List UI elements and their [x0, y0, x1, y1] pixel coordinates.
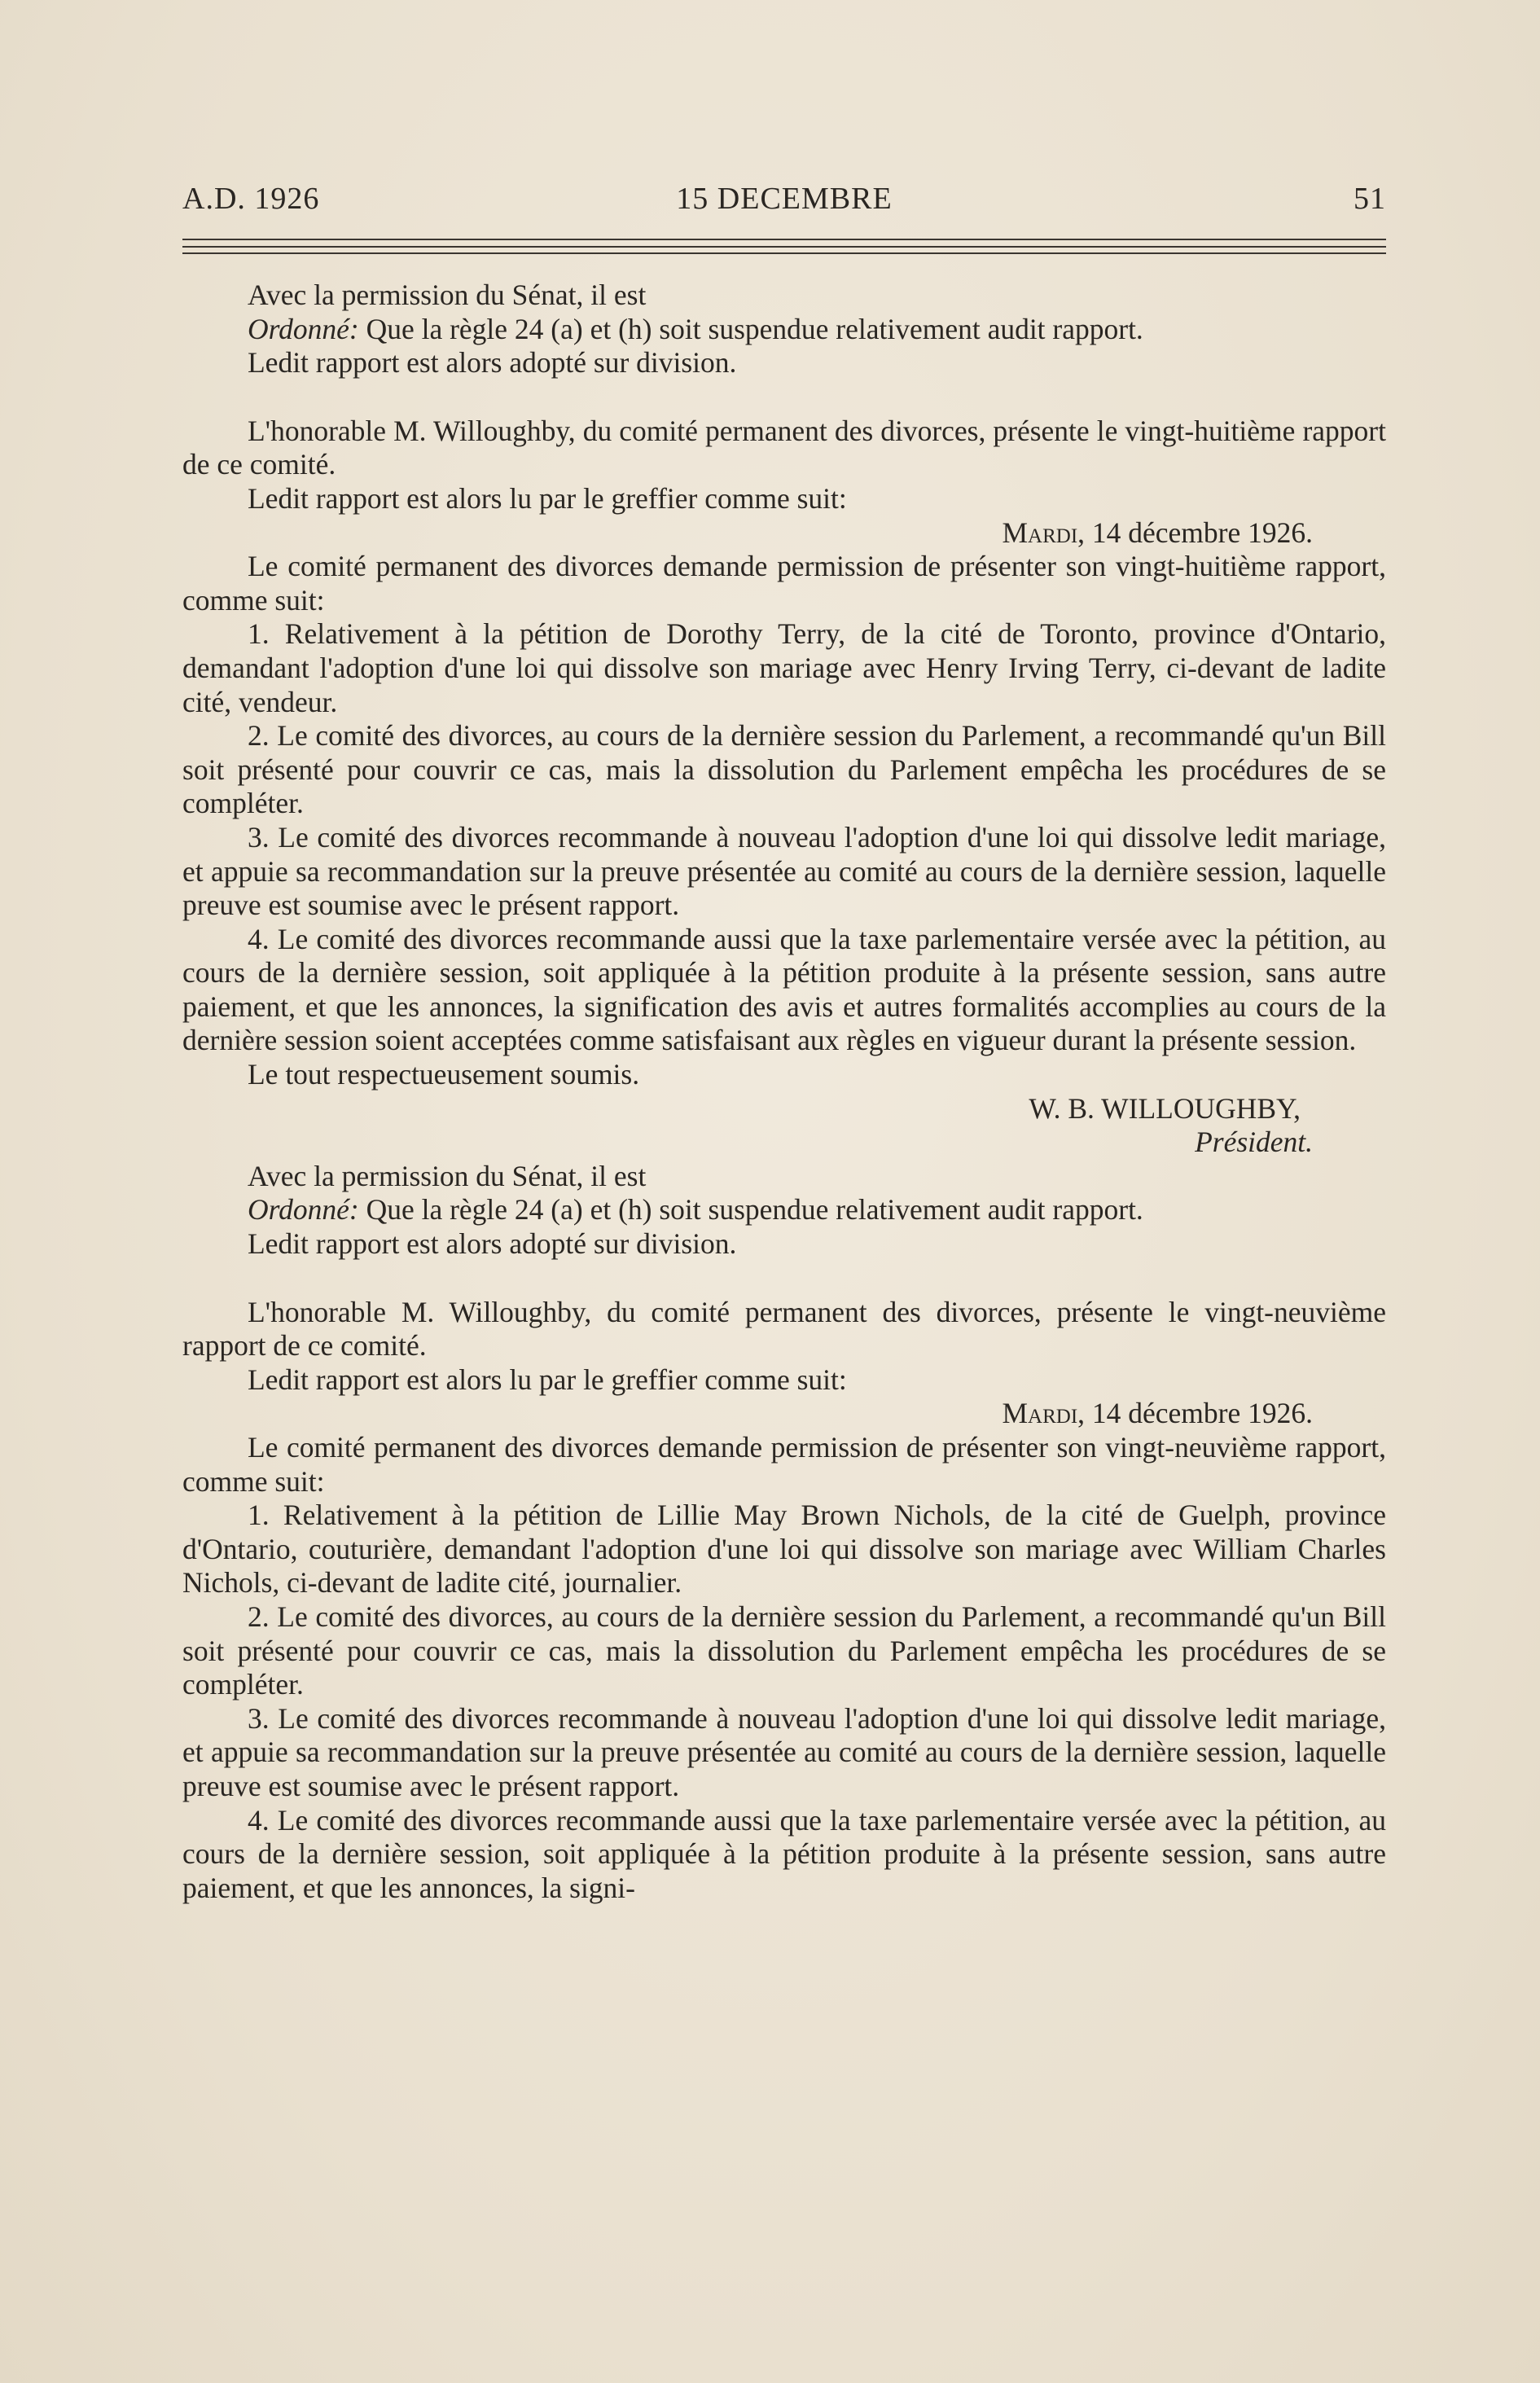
- signature-title: Président.: [1195, 1126, 1313, 1159]
- paragraph: L'honorable M. Willoughby, du comité permanent des divorces, présente le vingt-huitième rapport de ce comité.: [182, 414, 1386, 481]
- paragraph: Ledit rapport est alors lu par le greffier comme suit:: [248, 1363, 847, 1396]
- header-rule: [182, 246, 1386, 248]
- header-page-number: 51: [1354, 182, 1386, 216]
- report-item: 3. Le comité des divorces recommande à nouveau l'adoption d'une loi qui dissolve ledit mariage, et appuie sa recommandation sur la preuve présentée au comité au cours de la dernière session, laquelle preuve est soumise avec le présent rapport.: [182, 1701, 1386, 1802]
- report-date-rest: , 14 décembre 1926.: [1077, 1397, 1313, 1430]
- report-item: 4. Le comité des divorces recommande aussi que la taxe parlementaire versée avec la pétition, au cours de la dernière session, soit appliquée à la pétition produite à la présente session, sans autre paiement, et que les annonces, la signification des avis et autres formalités accomplies au cours de la dernière session soient acceptées comme satisfaisant aux règles en vigueur durant la présente session.: [182, 922, 1386, 1057]
- report-item: 2. Le comité des divorces, au cours de la dernière session du Parlement, a recommandé qu'un Bill soit présenté pour couvrir ce cas, mais la dissolution du Parlement empêcha les procédures de se compléter.: [182, 1600, 1386, 1701]
- report-item: 1. Relativement à la pétition de Dorothy Terry, de la cité de Toronto, province d'Ontario, demandant l'adoption d'une loi qui dissolve son mariage avec Henry Irving Terry, ci-devant de ladite cité, vendeur.: [182, 617, 1386, 718]
- report-item: 4. Le comité des divorces recommande aussi que la taxe parlementaire versée avec la pétition, au cours de la dernière session, soit appliquée à la pétition produite à la présente session, sans autre paiement, et que les annonces, la signi-: [182, 1803, 1386, 1904]
- ordonne-text: Que la règle 24 (a) et (h) soit suspendue relativement audit rapport.: [358, 1193, 1143, 1227]
- page-header: [182, 181, 1386, 222]
- paragraph: Avec la permission du Sénat, il est: [248, 279, 647, 311]
- ordonne-label: Ordonné:: [248, 1193, 359, 1227]
- report-date-day: Mardi: [1002, 1397, 1078, 1430]
- ordonne-text: Que la règle 24 (a) et (h) soit suspendue relativement audit rapport.: [358, 312, 1143, 345]
- paragraph: Le comité permanent des divorces demande permission de présenter son vingt-huitième rapport, comme suit:: [182, 550, 1386, 617]
- report-date-rest: , 14 décembre 1926.: [1077, 516, 1313, 549]
- paragraph: [182, 313, 1386, 347]
- signature-name: W. B. WILLOUGHBY,: [1029, 1091, 1301, 1125]
- document-body: [182, 279, 1386, 1905]
- report-date-day: Mardi: [1002, 516, 1078, 549]
- report-date: [182, 1397, 1386, 1431]
- paragraph: Ledit rapport est alors adopté sur division.: [248, 1227, 737, 1261]
- paragraph: [182, 1193, 1386, 1227]
- header-date: 15 DECEMBRE: [676, 182, 893, 216]
- paragraph: Le comité permanent des divorces demande permission de présenter son vingt-neuvième rapport, comme suit:: [182, 1431, 1386, 1498]
- paragraph: Ledit rapport est alors lu par le greffier comme suit:: [248, 481, 847, 515]
- report-date: [182, 516, 1386, 551]
- header-rule: [182, 252, 1386, 254]
- paragraph: Avec la permission du Sénat, il est: [248, 1159, 647, 1192]
- ordonne-label: Ordonné:: [248, 312, 359, 345]
- header-year: A.D. 1926: [182, 182, 320, 216]
- paragraph: Ledit rapport est alors adopté sur division.: [248, 346, 737, 380]
- report-item: 2. Le comité des divorces, au cours de la dernière session du Parlement, a recommandé qu'un Bill soit présenté pour couvrir ce cas, mais la dissolution du Parlement empêcha les procédures de se compléter.: [182, 719, 1386, 820]
- report-item: 3. Le comité des divorces recommande à nouveau l'adoption d'une loi qui dissolve ledit mariage, et appuie sa recommandation sur la preuve présentée au comité au cours de la dernière session, laquelle preuve est soumise avec le présent rapport.: [182, 820, 1386, 922]
- paragraph: L'honorable M. Willoughby, du comité permanent des divorces, présente le vingt-neuvième rapport de ce comité.: [182, 1295, 1386, 1363]
- report-item: 1. Relativement à la pétition de Lillie May Brown Nichols, de la cité de Guelph, province d'Ontario, couturière, demandant l'adoption d'une loi qui dissolve son mariage avec William Charles Nichols, ci-devant de ladite cité, journalier.: [182, 1499, 1386, 1600]
- closing-line: Le tout respectueusement soumis.: [248, 1058, 640, 1091]
- header-rule: [182, 239, 1386, 240]
